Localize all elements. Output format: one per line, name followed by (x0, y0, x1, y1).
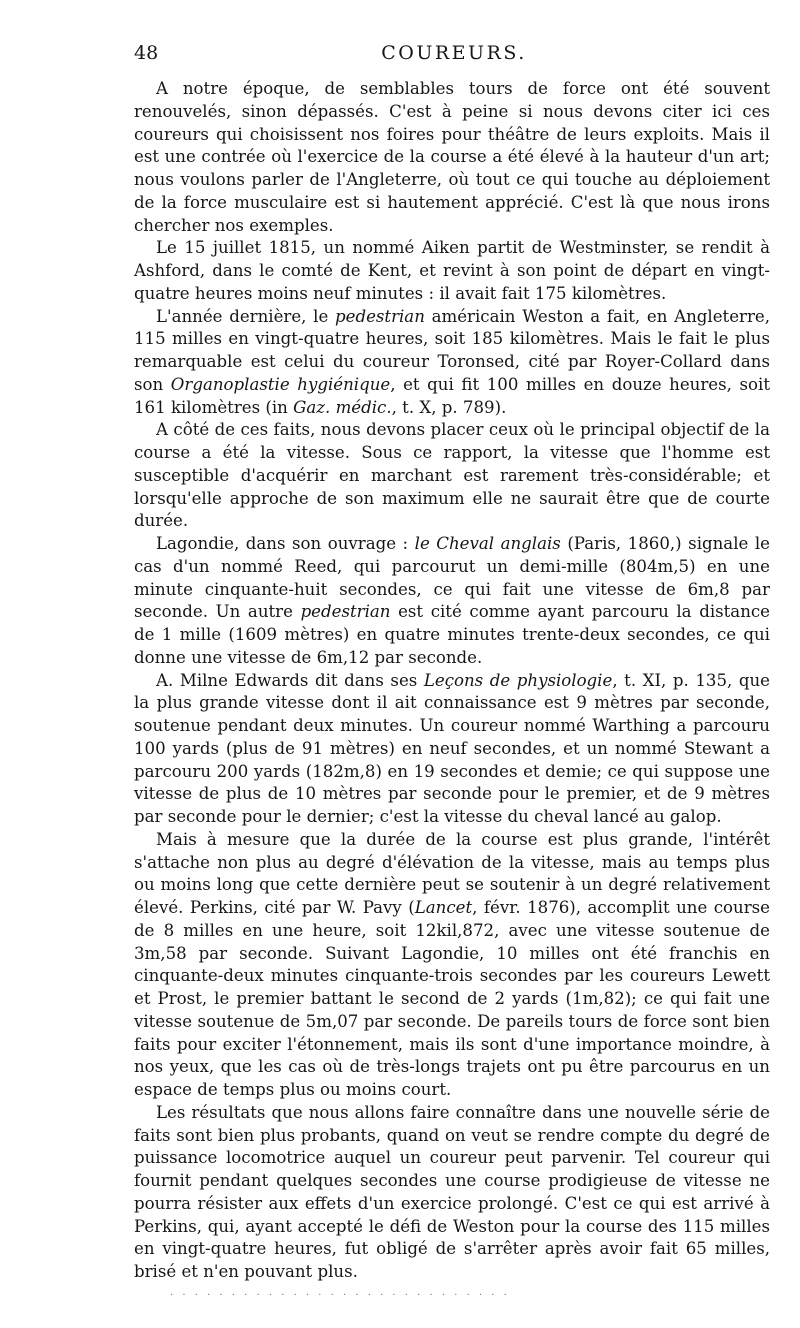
page-number: 48 (134, 42, 159, 64)
page-bottom-specks: · · · · · · · · · · · · · · · · · · · · · · · · · · · · (170, 1290, 510, 1301)
paragraph-8: Les résultats que nous allons faire connaître dans une nouvelle série de faits sont bien plus probants, quand on veut se rendre compte du degré de puissance locomotrice auquel un coureur peut parvenir. Tel coureur qui fournit pendant quelques secondes une course prodigieuse de vitesse ne pourra résister aux effets d'un exercice prolongé. C'est ce qui est arrivé à Perkins, qui, ayant accepté le défi de Weston pour la course des 115 milles en vingt-quatre heures, fut obligé de s'arrêter après avoir fait 65 milles, brisé et n'en pouvant plus. (134, 1102, 770, 1281)
paragraph-3: L'année dernière, le pedestrian américain Weston a fait, en Angleterre, 115 milles en vingt-quatre heures, soit 185 kilomètres. Mais le fait le plus remarquable est celui du coureur Toronsed, cité par Royer-Collard dans son Organoplastie hygiénique, et qui fit 100 milles en douze heures, soit 161 kilomètres (in Gaz. médic., t. X, p. 789). (134, 306, 771, 417)
page-header (134, 42, 774, 72)
paragraph-7: Mais à mesure que la durée de la course est plus grande, l'intérêt s'attache non plus au degré d'élévation de la vitesse, mais au temps plus ou moins long que cette dernière peut se soutenir à un degré relativement élevé. Perkins, cité par W. Pavy (Lancet, févr. 1876), accomplit une course de 8 milles en une heure, soit 12kil,872, avec une vitesse soutenue de 3m,58 par seconde. Suivant Lagondie, 10 milles ont été franchis en cinquante-deux minutes cinquante-trois secondes par les coureurs Lewett et Prost, le premier battant le second de 2 yards (1m,82); ce qui fait une vitesse soutenue de 5m,07 par seconde. De pareils tours de force sont bien faits pour exciter l'étonnement, mais ils sont d'une importance moindre, à nos yeux, que les cas où de très-longs trajets ont pu être parcourus en un espace de temps plus ou moins court. (134, 829, 771, 1099)
body-text (134, 78, 770, 1284)
paragraph-1: A notre époque, de semblables tours de force ont été souvent renouvelés, sinon dépassés. C'est à peine si nous devons citer ici ces coureurs qui choisissent nos foires pour théâtre de leurs exploits. Mais il est une contrée où l'exercice de la course a été élevé à la hauteur d'un art; nous voulons parler de l'Angleterre, où tout ce qui touche au déploiement de la force musculaire est si hautement apprécié. C'est là que nous irons chercher nos exemples. (134, 79, 770, 235)
paragraph-5: Lagondie, dans son ouvrage : le Cheval anglais (Paris, 1860,) signale le cas d'un nommé Reed, qui parcourut un demi-mille (804m,5) en une minute cinquante-huit secondes, ce qui fait une vitesse de 6m,8 par seconde. Un autre pedestrian est cité comme ayant parcouru la distance de 1 mille (1609 mètres) en quatre minutes trente-deux secondes, ce qui donne une vitesse de 6m,12 par seconde. (134, 534, 770, 667)
paragraph-4: A côté de ces faits, nous devons placer ceux où le principal objectif de la course a été la vitesse. Sous ce rapport, la vitesse que l'homme est susceptible d'acquérir en marchant est rarement très-considérable; et lorsqu'elle approche de son maximum elle ne saurait être que de courte durée. (134, 420, 770, 531)
running-title: COUREURS. (381, 42, 527, 64)
paragraph-6: A. Milne Edwards dit dans ses Leçons de physiologie, t. XI, p. 135, que la plus grande vitesse dont il ait connaissance est 9 mètres par seconde, soutenue pendant deux minutes. Un coureur nommé Warthing a parcouru 100 yards (plus de 91 mètres) en neuf secondes, et un nommé Stewant a parcouru 200 yards (182m,8) en 19 secondes et demie; ce qui suppose une vitesse de plus de 10 mètres par seconde pour le premier, et de 9 mètres par seconde pour le dernier; c'est la vitesse du cheval lancé au galop. (134, 670, 770, 826)
paragraph-2: Le 15 juillet 1815, un nommé Aiken partit de Westminster, se rendit à Ashford, dans le comté de Kent, et revint à son point de départ en vingt-quatre heures moins neuf minutes : il avait fait 175 kilomètres. (134, 238, 770, 303)
